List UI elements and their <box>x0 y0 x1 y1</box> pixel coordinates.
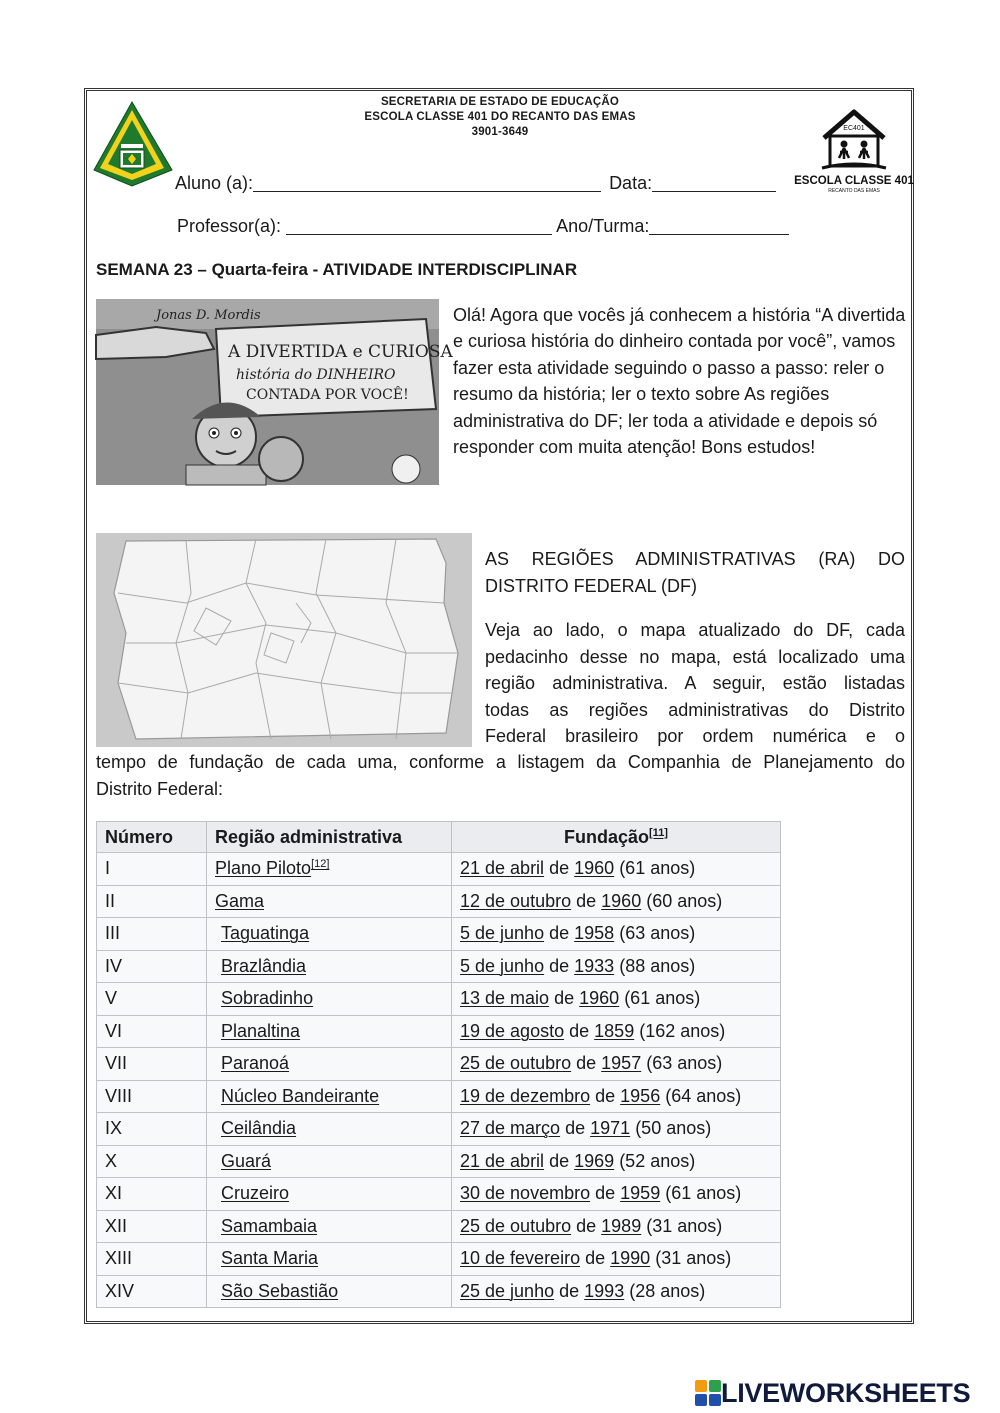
ra-para-line: todas as regiões administrativas do Distrito <box>485 699 905 720</box>
date-link[interactable]: 5 de junho <box>460 923 545 944</box>
region-link[interactable]: Guará <box>221 1150 272 1171</box>
year-link[interactable]: 1969 <box>574 1150 615 1171</box>
book-cover-image <box>96 299 453 485</box>
cell-regiao <box>207 1275 452 1308</box>
cell-numero: V <box>97 983 207 1016</box>
age-text: (60 anos) <box>646 890 723 911</box>
region-link[interactable]: Ceilândia <box>221 1118 297 1139</box>
ra-paragraph <box>485 617 905 750</box>
cell-fundacao <box>452 950 781 983</box>
ra-para-line: região administrativa. A seguir, estão listadas <box>485 673 905 693</box>
header-school: ESCOLA CLASSE 401 DO RECANTO DAS EMAS <box>364 111 636 123</box>
cell-numero: X <box>97 1145 207 1178</box>
age-text: (31 anos) <box>646 1215 723 1236</box>
year-link[interactable]: 1960 <box>574 858 615 879</box>
ra-title-line-2: DISTRITO FEDERAL (DF) <box>485 576 698 596</box>
date-link[interactable]: 25 de junho <box>460 1280 555 1301</box>
table-row <box>97 1113 781 1146</box>
table-row <box>97 918 781 951</box>
date-connector: de <box>569 1020 590 1041</box>
cell-regiao <box>207 1243 452 1276</box>
cell-numero: XIII <box>97 1243 207 1276</box>
cell-regiao <box>207 853 452 886</box>
date-connector: de <box>549 955 570 976</box>
table-row <box>97 1210 781 1243</box>
ra-cont-line: Distrito Federal: <box>96 778 224 799</box>
date-connector: de <box>549 858 570 879</box>
region-link[interactable]: Núcleo Bandeirante <box>221 1085 380 1106</box>
region-link[interactable]: Taguatinga <box>221 923 310 944</box>
age-text: (50 anos) <box>635 1118 712 1139</box>
date-link[interactable]: 10 de fevereiro <box>460 1248 581 1269</box>
ra-section-title <box>485 546 905 600</box>
teacher-name-blank[interactable] <box>286 216 552 235</box>
logo-school-subtext: RECANTO DAS EMAS <box>828 188 880 194</box>
age-text: (61 anos) <box>665 1183 742 1204</box>
cell-fundacao <box>452 1113 781 1146</box>
region-link[interactable]: Paranoá <box>221 1053 290 1074</box>
cell-fundacao <box>452 1080 781 1113</box>
liveworksheets-brand <box>695 1377 970 1409</box>
cell-fundacao <box>452 1015 781 1048</box>
table-row <box>97 1178 781 1211</box>
region-link[interactable]: Santa Maria <box>221 1248 319 1269</box>
year-link[interactable]: 1859 <box>594 1020 635 1041</box>
book-author: Jonas D. Mordis <box>156 308 261 323</box>
date-label: Data: <box>609 173 653 193</box>
book-title-3: CONTADA POR VOCÊ! <box>246 387 409 403</box>
age-text: (52 anos) <box>619 1150 696 1171</box>
cell-numero: XII <box>97 1210 207 1243</box>
cell-numero: I <box>97 853 207 886</box>
df-regions-map <box>96 533 472 747</box>
date-link[interactable]: 27 de março <box>460 1118 561 1139</box>
df-government-logo <box>90 100 175 188</box>
age-text: (28 anos) <box>629 1280 706 1301</box>
date-connector: de <box>576 1053 597 1074</box>
header-fundacao-label: Fundação <box>564 826 650 847</box>
region-link[interactable]: Planaltina <box>221 1020 301 1041</box>
header-secretaria: SECRETARIA DE ESTADO DE EDUCAÇÃO <box>380 96 620 108</box>
region-link[interactable]: São Sebastião <box>221 1280 339 1301</box>
year-link[interactable]: 1956 <box>620 1085 661 1106</box>
cell-fundacao <box>452 853 781 886</box>
table-row <box>97 1243 781 1276</box>
table-row <box>97 950 781 983</box>
year-link[interactable]: 1960 <box>601 890 642 911</box>
region-link[interactable]: Samambaia <box>221 1215 318 1236</box>
year-link[interactable]: 1933 <box>574 955 615 976</box>
region-link[interactable]: Cruzeiro <box>221 1183 290 1204</box>
cell-numero: II <box>97 885 207 918</box>
liveworksheets-logo-icon <box>695 1380 721 1406</box>
date-connector: de <box>595 1085 616 1106</box>
age-text: (63 anos) <box>646 1053 723 1074</box>
cell-fundacao <box>452 1178 781 1211</box>
cell-numero: IV <box>97 950 207 983</box>
region-link[interactable]: Plano Piloto <box>215 858 312 879</box>
table-row <box>97 885 781 918</box>
cell-numero: VI <box>97 1015 207 1048</box>
cell-regiao <box>207 1048 452 1081</box>
cell-numero: IX <box>97 1113 207 1146</box>
date-link[interactable]: 21 de abril <box>460 1150 545 1171</box>
date-connector: de <box>559 1280 580 1301</box>
teacher-label: Professor(a): <box>177 216 282 236</box>
date-link[interactable]: 25 de outubro <box>460 1215 572 1236</box>
ra-para-line: Federal brasileiro por ordem numérica e o <box>485 726 905 746</box>
student-name-blank[interactable] <box>253 173 601 192</box>
date-link[interactable]: 5 de junho <box>460 955 545 976</box>
cell-numero: III <box>97 918 207 951</box>
date-connector: de <box>565 1118 586 1139</box>
age-text: (31 anos) <box>655 1248 732 1269</box>
year-link[interactable]: 1960 <box>579 988 620 1009</box>
cell-numero: XIV <box>97 1275 207 1308</box>
teacher-field-row <box>177 216 789 237</box>
year-link[interactable]: 1957 <box>601 1053 642 1074</box>
table-row <box>97 1080 781 1113</box>
student-field-row <box>175 173 776 194</box>
cell-regiao <box>207 918 452 951</box>
date-connector: de <box>595 1183 616 1204</box>
date-blank[interactable] <box>652 173 776 192</box>
header-fundacao <box>452 822 781 853</box>
date-link[interactable]: 30 de novembro <box>460 1183 591 1204</box>
date-link[interactable]: 19 de dezembro <box>460 1085 591 1106</box>
year-link[interactable]: 1993 <box>584 1280 625 1301</box>
date-connector: de <box>554 988 575 1009</box>
footnote-link[interactable]: [12] <box>311 858 330 871</box>
table-row <box>97 1015 781 1048</box>
date-link[interactable]: 13 de maio <box>460 988 550 1009</box>
header-regiao: Região administrativa <box>207 822 452 853</box>
footnote-link[interactable]: [11] <box>649 826 668 839</box>
ra-title-line-1: AS REGIÕES ADMINISTRATIVAS (RA) DO <box>485 549 905 569</box>
cell-regiao <box>207 950 452 983</box>
intro-paragraph: Olá! Agora que vocês já conhecem a história “A divertida e curiosa história do dinheiro contada por você”, vamos fazer esta atividade seguindo o passo a passo: reler o resumo da história; ler o texto sobre As regiões administrativa do DF; ler toda a atividade e depois só responder com muita atenção! Bons estudos! <box>453 305 906 458</box>
date-connector: de <box>549 1150 570 1171</box>
book-title-1: A DIVERTIDA e CURIOSA <box>228 342 453 362</box>
age-text: (88 anos) <box>619 955 696 976</box>
table-row <box>97 983 781 1016</box>
school-logo <box>794 104 914 196</box>
region-link[interactable]: Sobradinho <box>221 988 314 1009</box>
ra-cont-line: tempo de fundação de cada uma, conforme a listagem da Companhia de Planejamento do <box>96 752 905 772</box>
ra-para-line: Veja ao lado, o mapa atualizado do DF, cada <box>485 620 905 640</box>
header-phone: 3901-3649 <box>471 126 529 138</box>
date-connector: de <box>576 1215 597 1236</box>
book-title-2: história do DINHEIRO <box>236 367 396 383</box>
cell-fundacao <box>452 918 781 951</box>
date-link[interactable]: 21 de abril <box>460 858 545 879</box>
cell-numero: VIII <box>97 1080 207 1113</box>
year-link[interactable]: 1971 <box>590 1118 631 1139</box>
class-blank[interactable] <box>649 216 789 235</box>
age-text: (162 anos) <box>639 1020 726 1041</box>
region-link[interactable]: Brazlândia <box>221 955 307 976</box>
cell-regiao <box>207 1145 452 1178</box>
header-numero: Número <box>97 822 207 853</box>
student-label: Aluno (a): <box>175 173 254 193</box>
cell-regiao <box>207 1113 452 1146</box>
cell-regiao <box>207 983 452 1016</box>
date-link[interactable]: 12 de outubro <box>460 890 572 911</box>
cell-regiao <box>207 1080 452 1113</box>
logo-roof-text: EC401 <box>843 125 865 132</box>
age-text: (61 anos) <box>624 988 701 1009</box>
cell-fundacao <box>452 1210 781 1243</box>
table-row <box>97 1275 781 1308</box>
date-link[interactable]: 25 de outubro <box>460 1053 572 1074</box>
class-label: Ano/Turma: <box>556 216 650 236</box>
cell-fundacao <box>452 1145 781 1178</box>
ra-paragraph-continuation <box>96 749 905 802</box>
ra-para-line: pedacinho desse no mapa, está localizado uma <box>485 646 905 667</box>
year-link[interactable]: 1990 <box>610 1248 651 1269</box>
cell-regiao <box>207 1210 452 1243</box>
table-row <box>97 1145 781 1178</box>
age-text: (64 anos) <box>665 1085 742 1106</box>
table-row <box>97 1048 781 1081</box>
age-text: (63 anos) <box>619 923 696 944</box>
logo-school-text: ESCOLA CLASSE 401 <box>794 175 914 187</box>
week-title: SEMANA 23 – Quarta-feira - ATIVIDADE INTERDISCIPLINAR <box>96 260 578 279</box>
table-header-row <box>97 822 781 853</box>
regions-table <box>96 821 781 1308</box>
year-link[interactable]: 1958 <box>574 923 615 944</box>
cell-fundacao <box>452 1275 781 1308</box>
date-connector: de <box>549 923 570 944</box>
cell-regiao <box>207 885 452 918</box>
cell-fundacao <box>452 1048 781 1081</box>
cell-regiao <box>207 1178 452 1211</box>
cell-numero: XI <box>97 1178 207 1211</box>
year-link[interactable]: 1989 <box>601 1215 642 1236</box>
date-connector: de <box>585 1248 606 1269</box>
cell-numero: VII <box>97 1048 207 1081</box>
cell-fundacao <box>452 1243 781 1276</box>
date-link[interactable]: 19 de agosto <box>460 1020 565 1041</box>
year-link[interactable]: 1959 <box>620 1183 661 1204</box>
cell-fundacao <box>452 983 781 1016</box>
table-row <box>97 853 781 886</box>
cell-fundacao <box>452 885 781 918</box>
region-link[interactable]: Gama <box>215 890 265 911</box>
cell-regiao <box>207 1015 452 1048</box>
date-connector: de <box>576 890 597 911</box>
brand-text: LIVEWORKSHEETS <box>721 1377 971 1408</box>
age-text: (61 anos) <box>619 858 696 879</box>
